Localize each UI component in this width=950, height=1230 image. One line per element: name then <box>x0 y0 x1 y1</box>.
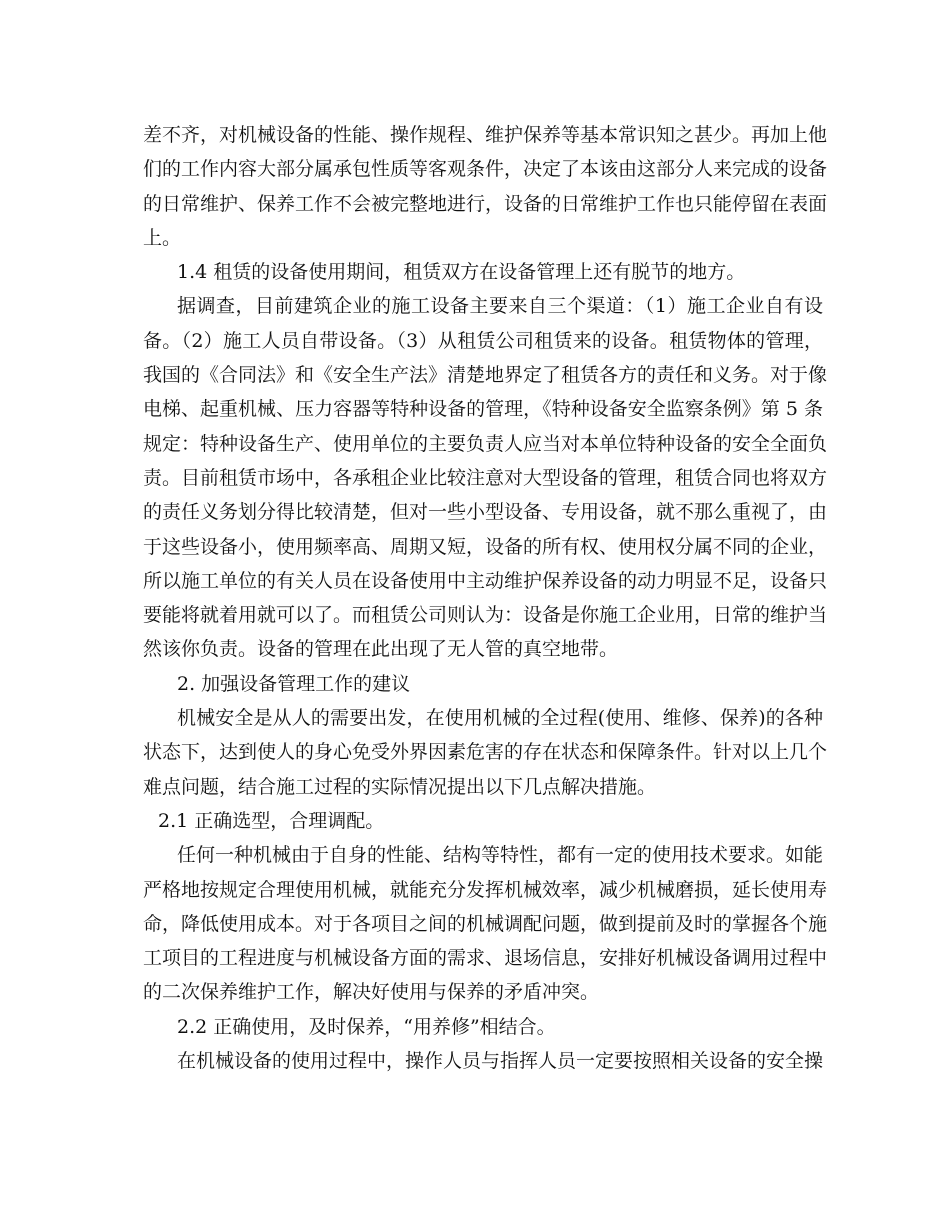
paragraph-line: 们的工作内容大部分属承包性质等客观条件，决定了本该由这部分人来完成的设备 <box>143 158 828 181</box>
paragraph-line: 机械安全是从人的需要出发，在使用机械的全过程(使用、维修、保养)的各种 <box>177 707 823 730</box>
paragraph-line: 据调查，目前建筑企业的施工设备主要来自三个渠道：（1）施工企业自有设 <box>177 295 823 318</box>
document-page <box>143 118 828 1078</box>
paragraph-line: 然该你负责。设备的管理在此出现了无人管的真空地带。 <box>143 638 619 661</box>
paragraph-line: 的责任义务划分得比较清楚，但对一些小型设备、专用设备，就不那么重视了，由 <box>143 501 828 524</box>
paragraph-line: 命，降低使用成本。对于各项目之间的机械调配问题，做到提前及时的掌握各个施 <box>143 912 828 935</box>
paragraph-line: 责。目前租赁市场中，各承租企业比较注意对大型设备的管理，租赁合同也将双方 <box>143 466 828 489</box>
paragraph-line: 我国的《合同法》和《安全生产法》清楚地界定了租赁各方的责任和义务。对于像 <box>143 364 828 387</box>
paragraph-line: 于这些设备小，使用频率高、周期又短，设备的所有权、使用权分属不同的企业， <box>143 535 828 558</box>
paragraph-line: 的日常维护、保养工作不会被完整地进行，设备的日常维护工作也只能停留在表面 <box>143 192 828 215</box>
paragraph-line: 电梯、起重机械、压力容器等特种设备的管理，《特种设备安全监察条例》第 5 条 <box>143 398 823 421</box>
section-heading: 1.4 租赁的设备使用期间，租赁双方在设备管理上还有脱节的地方。 <box>177 261 746 284</box>
paragraph-line: 难点问题，结合施工过程的实际情况提出以下几点解决措施。 <box>143 775 657 798</box>
paragraph-line: 工项目的工程进度与机械设备方面的需求、退场信息，安排好机械设备调用过程中 <box>143 947 828 970</box>
paragraph-line: 规定：特种设备生产、使用单位的主要负责人应当对本单位特种设备的安全全面负 <box>143 432 828 455</box>
paragraph-line: 上。 <box>143 226 182 249</box>
paragraph-line: 的二次保养维护工作，解决好使用与保养的矛盾冲突。 <box>143 981 600 1004</box>
paragraph-line: 严格地按规定合理使用机械，就能充分发挥机械效率，减少机械磨损，延长使用寿 <box>143 878 828 901</box>
section-heading: 2.2 正确使用，及时保养，“用养修”相结合。 <box>177 1015 556 1038</box>
paragraph-line: 所以施工单位的有关人员在设备使用中主动维护保养设备的动力明显不足，设备只 <box>143 569 828 592</box>
paragraph-line: 差不齐，对机械设备的性能、操作规程、维护保养等基本常识知之甚少。再加上他 <box>143 124 828 146</box>
paragraph-line: 状态下，达到使人的身心免受外界因素危害的存在状态和保障条件。针对以上几个 <box>143 741 828 764</box>
paragraph-line: 备。（2）施工人员自带设备。（3）从租赁公司租赁来的设备。租赁物体的管理， <box>143 329 823 352</box>
paragraph-line: 要能将就着用就可以了。而租赁公司则认为：设备是你施工企业用，日常的维护当 <box>143 604 828 627</box>
section-heading: 2.1 正确选型，合理调配。 <box>158 809 385 832</box>
section-heading: 2. 加强设备管理工作的建议 <box>177 672 411 695</box>
paragraph-line: 在机械设备的使用过程中，操作人员与指挥人员一定要按照相关设备的安全操 <box>177 1050 824 1073</box>
paragraph-line: 任何一种机械由于自身的性能、结构等特性，都有一定的使用技术要求。如能 <box>177 844 824 867</box>
